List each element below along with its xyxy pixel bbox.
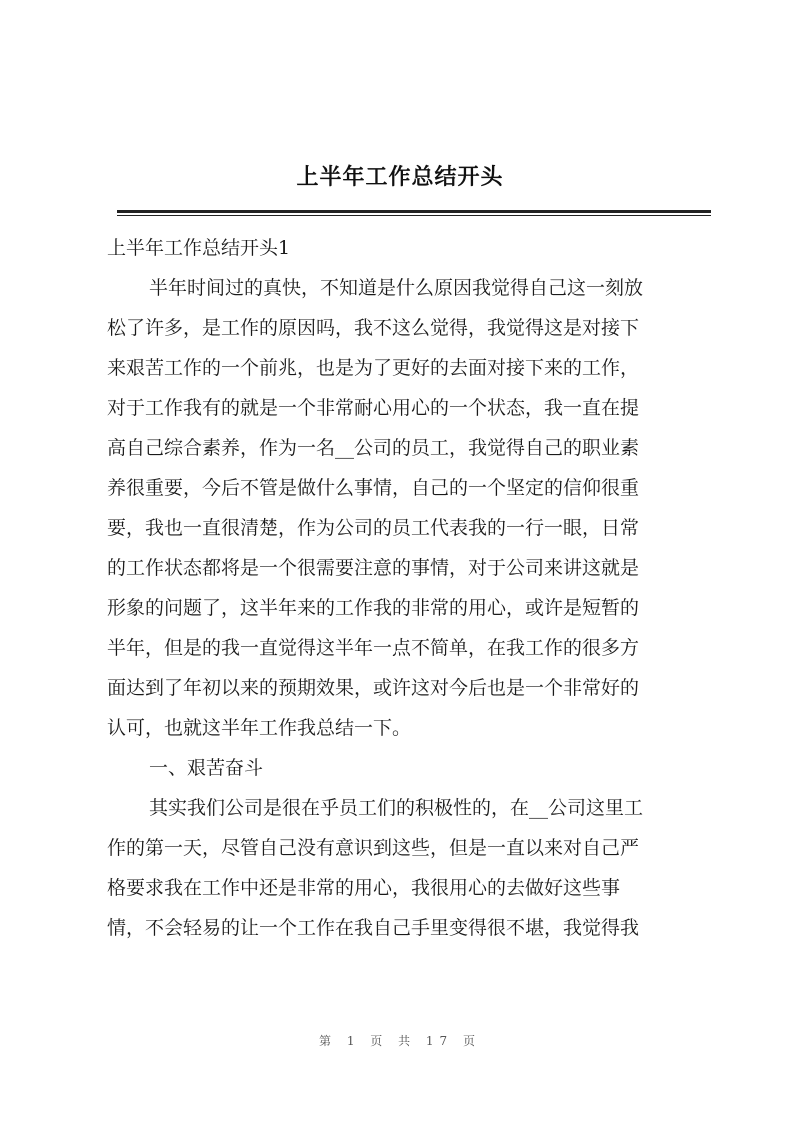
paragraph-line: 形象的问题了，这半年来的工作我的非常的用心，或许是短暂的 (107, 597, 640, 619)
page-footer: 第 1 页 共 17 页 (319, 1034, 481, 1048)
paragraph-line: 来艰苦工作的一个前兆，也是为了更好的去面对接下来的工作， (107, 357, 640, 379)
paragraph-line: 高自己综合素养，作为一名__公司的员工，我觉得自己的职业素 (107, 437, 640, 459)
paragraph-line: 半年，但是的我一直觉得这半年一点不简单，在我工作的很多方 (107, 637, 640, 659)
document-body (107, 228, 712, 948)
paragraph-line: 要，我也一直很清楚，作为公司的员工代表我的一行一眼，日常 (107, 517, 640, 539)
subsection-heading: 一、艰苦奋斗 (149, 757, 264, 779)
document-title: 上半年工作总结开头 (296, 165, 504, 190)
paragraph-line: 松了许多，是工作的原因吗，我不这么觉得，我觉得这是对接下 (107, 317, 640, 339)
paragraph-line: 面达到了年初以来的预期效果，或许这对今后也是一个非常好的 (107, 677, 640, 699)
paragraph-line: 格要求我在工作中还是非常的用心，我很用心的去做好这些事 (107, 877, 621, 899)
paragraph-line: 对于工作我有的就是一个非常耐心用心的一个状态，我一直在提 (107, 397, 640, 419)
title-rule-thin (117, 215, 711, 216)
paragraph-line: 作的第一天，尽管自己没有意识到这些，但是一直以来对自己严 (107, 837, 640, 859)
title-rule-thick (117, 210, 711, 213)
paragraph-line: 情，不会轻易的让一个工作在我自己手里变得很不堪，我觉得我 (107, 917, 640, 939)
section-heading: 上半年工作总结开头1 (107, 237, 291, 259)
paragraph-line: 其实我们公司是很在乎员工们的积极性的，在__公司这里工 (149, 797, 644, 819)
paragraph-line: 半年时间过的真快，不知道是什么原因我觉得自己这一刻放 (149, 277, 644, 299)
paragraph-line: 的工作状态都将是一个很需要注意的事情，对于公司来讲这就是 (107, 557, 640, 579)
paragraph-line: 养很重要，今后不管是做什么事情，自己的一个坚定的信仰很重 (107, 477, 640, 499)
paragraph-line: 认可，也就这半年工作我总结一下。 (107, 717, 412, 739)
